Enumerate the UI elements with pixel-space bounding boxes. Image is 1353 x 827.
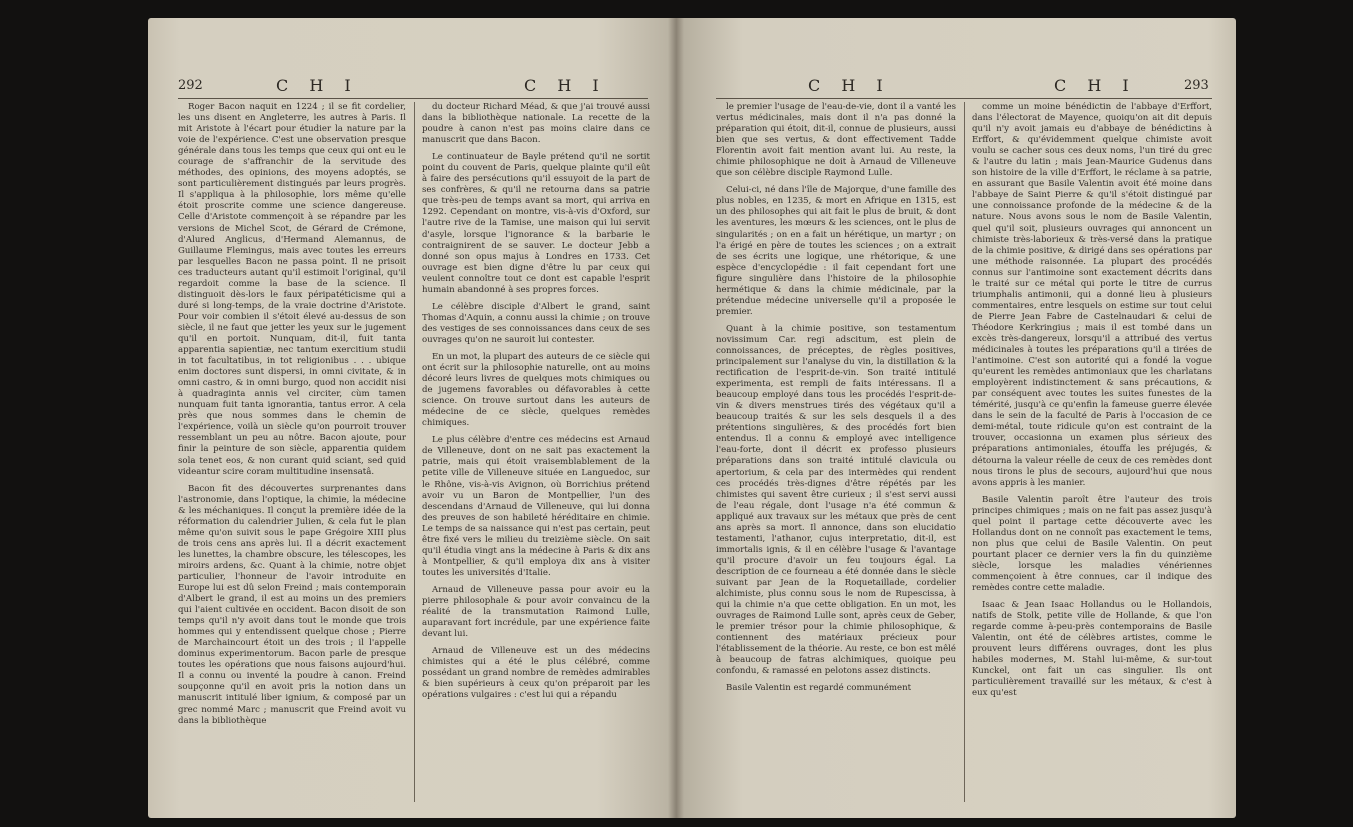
paragraph: Basile Valentin paroît être l'auteur des trois principes chimiques ; mais on ne fait pas assez jusqu'à quel point il partage cette découverte avec les Hollandus dont on ne connoît pas exactement le tems, non plus que celui de Basile Valentin. On peut pourtant placer ce dernier vers la fin du quinzième siècle, lorsque les maladies vénériennes commençoient à être connues, car il indique des remèdes contre cette maladie. <box>972 494 1212 594</box>
paragraph: comme un moine bénédictin de l'abbaye d'Erffort, dans l'électorat de Mayence, quoiqu'on ait dit depuis qu'il n'y avoit jamais eu d'abbaye de bénédictins à Erffort, & qu'évidemment quelque chimiste avoit voulu se cacher sous ces deux noms, l'un tiré du grec & l'autre du latin ; mais Jean-Maurice Gudenus dans son histoire de la ville d'Erffort, le réclame à sa patrie, en assurant que Basile Valentin avoit été moine dans l'abbaye de Saint Pierre & qu'il s'étoit distingué par une connoissance profonde de la médecine & de la nature. Nous avons sous le nom de Basile Valentin, quel qu'il soit, plusieurs ouvrages qui annoncent un chimiste très-laborieux & très-versé dans la pratique de la chimie positive, & dirigé dans ses opérations par une méthode raisonnée. La plupart des procédés connus sur l'antimoine sont exactement décrits dans le traité sur ce métal qui porte le titre de currus triumphalis antimonii, qui a donné lieu à plusieurs commentaires, entre lesquels on estime sur tout celui de Pierre Jean Fabre de Castelnaudari & celui de Théodore Kerkringius ; mais il est tombé dans un excès très-dangereux, lorsqu'il a attribué des vertus médicinales à toutes les préparations qu'il a tirées de l'antimoine. C'est son autorité qui a fondé la vogue qu'eurent les remèdes antimoniaux que les charlatans employèrent indistinctement & sans précautions, & par conséquent avec toutes les suites funestes de la témérité, jusqu'à ce qu'enfin la fameuse guerre élevée dans le sein de la faculté de Paris à l'occasion de ce demi-métal, toute ridicule qu'on est contraint de la trouver, occasionna un examen plus sérieux des préparations antimoniales, étouffa les préjugés, & détourna la valeur réelle de ceux de ces remèdes dont nous tirons le plus de secours, aujourd'hui que nous avons appris à les manier. <box>972 102 1212 488</box>
text-column-right <box>972 102 1212 808</box>
left-page <box>148 18 676 818</box>
running-head-title: C H I <box>1054 76 1137 95</box>
paragraph: Roger Bacon naquit en 1224 ; il se fit cordelier, les uns disent en Angleterre, les autres à Paris. Il mit Aristote à l'écart pour étudier la nature par la voie de l'expérience. C'est une observation presque générale dans tous les temps que ceux qui ont eu le courage de s'affranchir de la servitude des méthodes, des opinions, des moyens adoptés, se sont particulièrement distingués par leurs progrès. Il s'appliqua à la philosophie, lors même qu'elle étoit proscrite comme une science dangereuse. Celle d'Aristote commençoit à se répandre par les versions de Michel Scot, de Gérard de Crémone, d'Alured Anglicus, d'Hermand Alemannus, de Guillaume Flemingus, mais avec toutes les erreurs par lesquelles Bacon ne passa point. Il ne prisoit ces traducteurs autant qu'il estimoit l'original, qu'il regardoit comme la base de la science. Il distinguoit dès-lors le faux péripatéticisme qui a duré si long-temps, de la vraie doctrine d'Aristote. Pour voir combien il s'étoit élevé au-dessus de son siècle, il ne faut que jetter les yeux sur le jugement qu'il en portoit. Nunquam, dit-il, fuit tanta apparentia sapientiæ, nec tantum exercitium studii in tot facultatibus, in tot religionibus . . . ubique enim doctores sunt dispersi, in omni civitate, & in omni castro, & in omni burgo, quod non accidit nisi à quadraginta annis vel circiter, cùm tamen nunquam fuit tanta ignorantia, tantus error. A cela près que nous sommes dans le chemin de l'expérience, voilà un siècle qu'on pourroit trouver ressemblant un peu au nôtre. Bacon ajoute, pour finir la peinture de son siècle, apparentia quidem sola tenet eos, & non curant quid sciant, sed quid videantur scire coram multitudine insensatâ. <box>178 102 406 477</box>
paragraph: Quant à la chimie positive, son testamentum novissimum Car. regi adscitum, est plein de connoissances, de préceptes, de règles positives, principalement sur l'analyse du vin, la distillation & la rectification de l'esprit-de-vin. Son traité intitulé experimenta, est rempli de faits intéressans. Il a beaucoup employé dans tous les procédés l'esprit-de-vin & divers menstrues tirés des végétaux qu'il a beaucoup traités & sur les sels desquels il a des prétentions singulières, & des procédés fort bien entendus. Il a connu & employé avec intelligence l'eau-forte, dont il décrit ex professo plusieurs préparations dans son traité intitulé clavicula ou apertorium, & cela par des intermèdes qui rendent ces procédés très-dignes d'être répétés par les chimistes qui savent être curieux ; il s'est servi aussi de l'eau régale, dont l'usage n'a été commun & appliqué aux travaux sur les métaux que près de cent ans après sa mort. Il annonce, dans son elucidatio testamenti, l'athanor, cujus interpretatio, dit-il, est immortalis ignis, & il en célèbre l'usage & l'avantage qu'il procure d'avoir un feu toujours égal. La description de ce fourneau a été donnée dans le siècle suivant par Jean de la Roquetaillade, cordelier alchimiste, plus connu sous le nom de Rupescissa, à qui la chimie n'a que cette obligation. En un mot, les ouvrages de Raimond Lulle sont, après ceux de Geber, le premier trésor pour la chimie philosophique, & contiennent des matériaux précieux pour l'établissement de la théorie. Au reste, ce bon est mêlé à beaucoup de fatras alchimiques, quoique peu confondu, & ramassé en pelotons assez distincts. <box>716 323 956 677</box>
running-head-right <box>676 76 1236 98</box>
paragraph: Isaac & Jean Isaac Hollandus ou le Hollandois, natifs de Stolk, petite ville de Hollande, & que l'on regarde comme à-peu-près contemporains de Basile Valentin, ont été de célèbres artistes, comme le prouvent leurs différens ouvrages, dont les plus habiles modernes, M. Stahl lui-même, & sur-tout Kunckel, ont fait un cas singulier. Ils ont particulièrement travaillé sur les métaux, & c'est à eux qu'est <box>972 600 1212 699</box>
column-divider <box>414 102 415 802</box>
paragraph: Bacon fit des découvertes surprenantes dans l'astronomie, dans l'optique, la chimie, la médecine & les méchaniques. Il conçut la première idée de la réformation du calendrier Julien, & cela fut le plan même qu'on suivit sous le pape Grégoire XIII plus de trois cens ans après lui. Il a décrit exactement les lunettes, la chambre obscure, les télescopes, les miroirs ardens, &c. Quant à la chimie, notre objet particulier, l'honneur de l'avoir introduite en Europe lui est dû selon Freind ; mais contemporain d'Albert le grand, il est au moins un des premiers qui l'aient cultivée en occident. Bacon disoit de son temps qu'il n'y avoit dans tout le monde que trois hommes qui y entendissent quelque chose ; Pierre de Marchaincourt étoit un des trois ; il l'appelle dominus experimentorum. Bacon parle de presque toutes les opérations que nous faisons aujourd'hui. Il a connu ou inventé la poudre à canon. Freind soupçonne qu'il en avoit pris la notion dans un manuscrit intitulé liber ignium, & composé par un grec nommé Marc ; manuscrit que Freind avoit vu dans la bibliothèque <box>178 483 406 726</box>
page-number: 293 <box>1184 78 1209 93</box>
paragraph: Le célèbre disciple d'Albert le grand, saint Thomas d'Aquin, a connu aussi la chimie ; on trouve des vestiges de ses connoissances dans ceux de ses ouvrages qu'on ne sauroit lui contester. <box>422 301 650 345</box>
book-gutter <box>668 18 684 818</box>
text-column-left <box>178 102 406 808</box>
head-rule <box>716 98 1212 99</box>
running-head-left <box>148 76 676 98</box>
paragraph: Le plus célèbre d'entre ces médecins est Arnaud de Villeneuve, dont on ne sait pas exactement la patrie, mais qui étoit vraisemblablement de la petite ville de Villeneuve située en Languedoc, sur le Rhône, vis-à-vis Avignon, où Borrichius prétend avoir vu un Baron de Montpellier, l'un des descendans d'Arnaud de Villeneuve, qui lui donna des preuves de son habileté héréditaire en chimie. Le temps de sa naissance qui n'est pas certain, peut être fixé vers le milieu du treizième siècle. On sait qu'il étudia vingt ans la médecine à Paris & dix ans à Montpellier, & qu'il employa dix ans à visiter toutes les universités d'Italie. <box>422 435 650 578</box>
running-head-title: C H I <box>808 76 891 95</box>
paragraph: Le continuateur de Bayle prétend qu'il ne sortit point du couvent de Paris, quelque plainte qu'il eût à faire des persécutions qu'il essuyoit de la part de ses confrères, & qu'il ne retourna dans sa patrie que très-peu de temps avant sa mort, qui arriva en 1292. Cependant on montre, vis-à-vis d'Oxford, sur l'autre rive de la Tamise, une maison qui lui servit d'asyle, lorsque l'ignorance & la barbarie le contraignirent de se sauver. Le docteur Jebb a donné son opus majus à Londres en 1733. Cet ouvrage est bien digne d'être lu par ceux qui veulent connoître tout ce dont est capable l'esprit humain abandonné à ses propres forces. <box>422 152 650 295</box>
paragraph: En un mot, la plupart des auteurs de ce siècle qui ont écrit sur la philosophie naturelle, ont au moins décoré leurs livres de quelques mots chimiques ou de jugemens favorables ou défavorables à cette science. On trouve surtout dans les auteurs de médecine de ce siècle, quelques remèdes chimiques. <box>422 351 650 429</box>
paragraph: du docteur Richard Méad, & que j'ai trouvé aussi dans la bibliothèque nationale. La recette de la poudre à canon n'est pas moins claire dans ce manuscrit que dans Bacon. <box>422 102 650 146</box>
running-head-title: C H I <box>276 76 359 95</box>
head-rule <box>178 98 648 99</box>
paragraph: Celui-ci, né dans l'île de Majorque, d'une famille des plus nobles, en 1235, & mort en Afrique en 1315, est un des philosophes qui ait fait le plus de bruit, & dont les aventures, les mœurs & les sciences, ont le plus de singularités ; on en a fait un hérétique, un martyr ; on l'a érigé en père de toutes les sciences ; on a extrait de ses écrits une logique, une rhétorique, & une espèce d'encyclopédie : il fait cependant fort une figure singulière dans l'histoire de la philosophie hermétique & dans la chimie médicinale, par la prétendue médecine universelle qu'il a proposée le premier. <box>716 185 956 317</box>
column-divider <box>964 102 965 802</box>
right-page <box>676 18 1236 818</box>
paragraph: Arnaud de Villeneuve passa pour avoir eu la pierre philosophale & pour avoir convaincu de la réalité de la transmutation Raimond Lulle, auparavant fort incrédule, par une expérience faite devant lui. <box>422 584 650 640</box>
paragraph: Basile Valentin est regardé communément <box>726 683 912 694</box>
running-head-title: C H I <box>524 76 607 95</box>
paragraph: le premier l'usage de l'eau-de-vie, dont il a vanté les vertus médicinales, mais dont il n'a pas donné la préparation qui étoit, dit-il, connue de plusieurs, aussi bien que ses vertus, & dont effectivement Tadde Florentin avoit fait mention avant lui. Au reste, la chimie philosophique ne doit à Arnaud de Villeneuve que son célèbre disciple Raymond Lulle. <box>716 102 956 179</box>
text-column-left <box>716 102 956 808</box>
paragraph: Arnaud de Villeneuve est un des médecins chimistes qui a été le plus célébré, comme possédant un grand nombre de remèdes admirables & bien supérieurs à ceux qu'on préparoit par les opérations vulgaires : c'est lui qui a répandu <box>422 646 650 701</box>
page-number: 292 <box>178 78 203 93</box>
text-column-right <box>422 102 650 808</box>
